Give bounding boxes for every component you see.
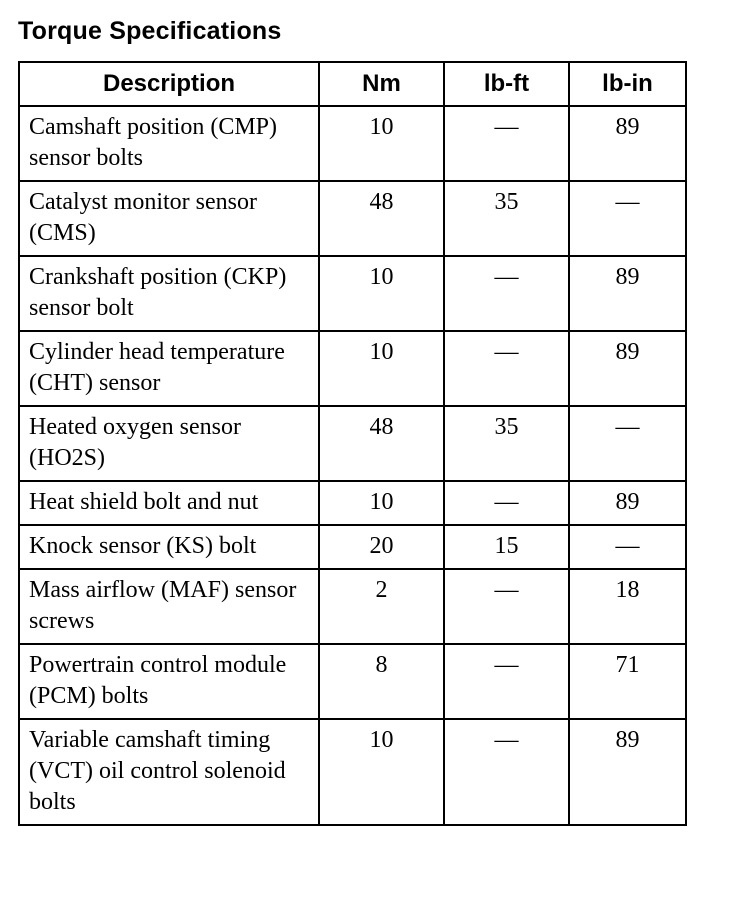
cell-description: Mass airflow (MAF) sensor screws <box>19 569 319 644</box>
column-header-lb-ft: lb-ft <box>444 62 569 106</box>
cell-nm: 10 <box>319 106 444 181</box>
cell-lb-ft: — <box>444 719 569 825</box>
cell-description: Heated oxygen sensor (HO2S) <box>19 406 319 481</box>
table-row <box>19 106 686 181</box>
table-row <box>19 569 686 644</box>
cell-lb-ft: — <box>444 106 569 181</box>
column-header-lb-in: lb-in <box>569 62 686 106</box>
cell-nm: 10 <box>319 256 444 331</box>
cell-description: Cylinder head temperature (CHT) sensor <box>19 331 319 406</box>
cell-lb-ft: — <box>444 256 569 331</box>
cell-lb-ft: — <box>444 331 569 406</box>
cell-lb-in: 89 <box>569 331 686 406</box>
cell-lb-in: 18 <box>569 569 686 644</box>
cell-description: Knock sensor (KS) bolt <box>19 525 319 569</box>
table-row <box>19 525 686 569</box>
cell-lb-in: 89 <box>569 106 686 181</box>
cell-nm: 2 <box>319 569 444 644</box>
cell-nm: 10 <box>319 481 444 525</box>
table-row <box>19 331 686 406</box>
cell-nm: 48 <box>319 181 444 256</box>
cell-description: Powertrain control module (PCM) bolts <box>19 644 319 719</box>
cell-description: Heat shield bolt and nut <box>19 481 319 525</box>
cell-lb-in: 71 <box>569 644 686 719</box>
cell-lb-in: — <box>569 181 686 256</box>
torque-spec-table <box>18 61 687 826</box>
cell-lb-ft: — <box>444 481 569 525</box>
cell-lb-ft: 35 <box>444 181 569 256</box>
cell-lb-in: 89 <box>569 719 686 825</box>
column-header-description: Description <box>19 62 319 106</box>
cell-lb-in: 89 <box>569 256 686 331</box>
table-header-row <box>19 62 686 106</box>
cell-description: Variable camshaft timing (VCT) oil control solenoid bolts <box>19 719 319 825</box>
cell-lb-in: 89 <box>569 481 686 525</box>
cell-nm: 48 <box>319 406 444 481</box>
table-row <box>19 644 686 719</box>
cell-nm: 8 <box>319 644 444 719</box>
cell-nm: 10 <box>319 719 444 825</box>
cell-description: Crankshaft position (CKP) sensor bolt <box>19 256 319 331</box>
table-row <box>19 481 686 525</box>
cell-lb-ft: — <box>444 644 569 719</box>
cell-nm: 20 <box>319 525 444 569</box>
cell-nm: 10 <box>319 331 444 406</box>
cell-lb-in: — <box>569 406 686 481</box>
column-header-nm: Nm <box>319 62 444 106</box>
cell-lb-ft: — <box>444 569 569 644</box>
cell-description: Camshaft position (CMP) sensor bolts <box>19 106 319 181</box>
table-row <box>19 256 686 331</box>
table-row <box>19 406 686 481</box>
table-row <box>19 719 686 825</box>
cell-description: Catalyst monitor sensor (CMS) <box>19 181 319 256</box>
cell-lb-in: — <box>569 525 686 569</box>
cell-lb-ft: 15 <box>444 525 569 569</box>
cell-lb-ft: 35 <box>444 406 569 481</box>
page-title: Torque Specifications <box>18 17 282 45</box>
table-row <box>19 181 686 256</box>
